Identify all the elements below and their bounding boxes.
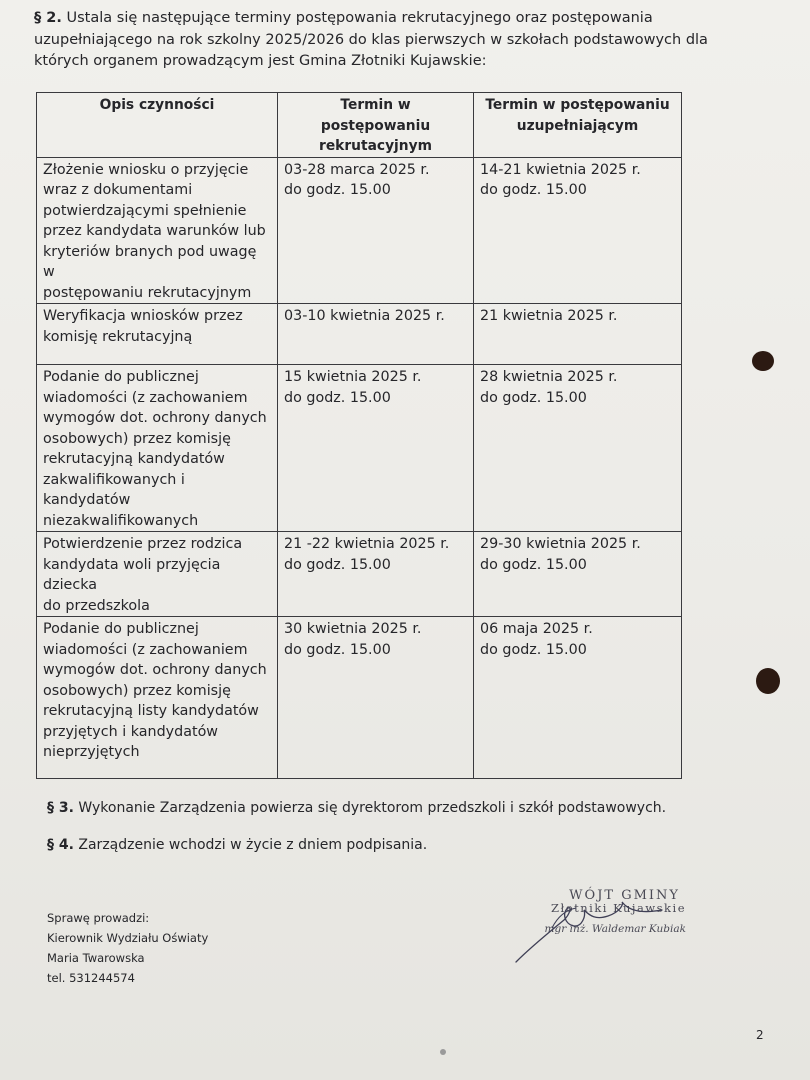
cell-supplementary-term: 29-30 kwietnia 2025 r. do godz. 15.00 [474, 532, 682, 617]
section-2-intro [34, 8, 764, 73]
contact-heading: Sprawę prowadzi: [47, 911, 150, 925]
cell-supplementary-term: 14-21 kwietnia 2025 r. do godz. 15.00 [474, 157, 682, 304]
cell-activity: Podanie do publicznej wiadomości (z zachowaniem wymogów dot. ochrony danych osobowych) przez komisję rekrutacyjną kandydatów zakwalifikowanych i kandydatów niezakwalifikowanych [37, 365, 278, 532]
table-row [37, 532, 682, 617]
section-4-text: Zarządzenie wchodzi w życie z dniem podpisania. [78, 837, 428, 853]
cell-recruitment-term: 03-28 marca 2025 r. do godz. 15.00 [278, 157, 474, 304]
cell-supplementary-term: 28 kwietnia 2025 r. do godz. 15.00 [474, 365, 682, 532]
cell-recruitment-term: 30 kwietnia 2025 r. do godz. 15.00 [278, 617, 474, 779]
contact-block [47, 908, 208, 988]
stamp-municipality: Złotniki Kujawskie [550, 901, 686, 915]
cell-activity: Złożenie wniosku o przyjęcie wraz z dokumentami potwierdzającymi spełnienie przez kandydata warunków lub kryteriów branych pod uwagę w postępowaniu rekrutacyjnym [37, 157, 278, 304]
cell-supplementary-term: 06 maja 2025 r. do godz. 15.00 [474, 617, 682, 779]
cell-activity: Weryfikacja wniosków przez komisję rekrutacyjną [37, 304, 278, 365]
section-2-text: Ustala się następujące terminy postępowania rekrutacyjnego oraz postępowania uzupełniającego na rok szkolny 2025/2026 do klas pierwszych w szkołach podstawowych dla których organem prowadzącym jest Gmina Złotniki Kujawskie: [34, 10, 708, 69]
cell-activity: Podanie do publicznej wiadomości (z zachowaniem wymogów dot. ochrony danych osobowych) przez komisję rekrutacyjną listy kandydatów przyjętych i kandydatów nieprzyjętych [37, 617, 278, 779]
section-2-marker: § 2. [34, 10, 62, 26]
header-supplementary-term: Termin w postępowaniu uzupełniającym [474, 93, 682, 158]
cell-recruitment-term: 15 kwietnia 2025 r. do godz. 15.00 [278, 365, 474, 532]
section-4 [47, 837, 427, 853]
contact-phone: tel. 531244574 [47, 971, 135, 985]
contact-name: Maria Twarowska [47, 951, 145, 965]
cell-recruitment-term: 03-10 kwietnia 2025 r. [278, 304, 474, 365]
page-number: 2 [756, 1028, 764, 1042]
section-4-marker: § 4. [47, 837, 74, 853]
header-activity: Opis czynności [37, 93, 278, 158]
stamp-signatory: mgr inż. Waldemar Kubiak [544, 923, 686, 935]
cell-activity: Potwierdzenie przez rodzica kandydata woli przyjęcia dziecka do przedszkola [37, 532, 278, 617]
table-row [37, 304, 682, 365]
table-row [37, 365, 682, 532]
table-row [37, 157, 682, 304]
punch-hole [756, 668, 780, 694]
section-3 [47, 800, 666, 816]
handwritten-signature [512, 880, 712, 970]
section-3-marker: § 3. [47, 800, 74, 816]
header-recruitment-term: Termin w postępowaniu rekrutacyjnym [278, 93, 474, 158]
section-3-text: Wykonanie Zarządzenia powierza się dyrektorom przedszkoli i szkół podstawowych. [78, 800, 667, 816]
cell-supplementary-term: 21 kwietnia 2025 r. [474, 304, 682, 365]
table-header-row [37, 93, 682, 158]
paper-mark [440, 1049, 446, 1055]
contact-position: Kierownik Wydziału Oświaty [47, 931, 209, 945]
schedule-table [36, 92, 682, 779]
table-row [37, 617, 682, 779]
cell-recruitment-term: 21 -22 kwietnia 2025 r. do godz. 15.00 [278, 532, 474, 617]
stamp-title: WÓJT GMINY [569, 888, 680, 903]
punch-hole [752, 351, 774, 371]
